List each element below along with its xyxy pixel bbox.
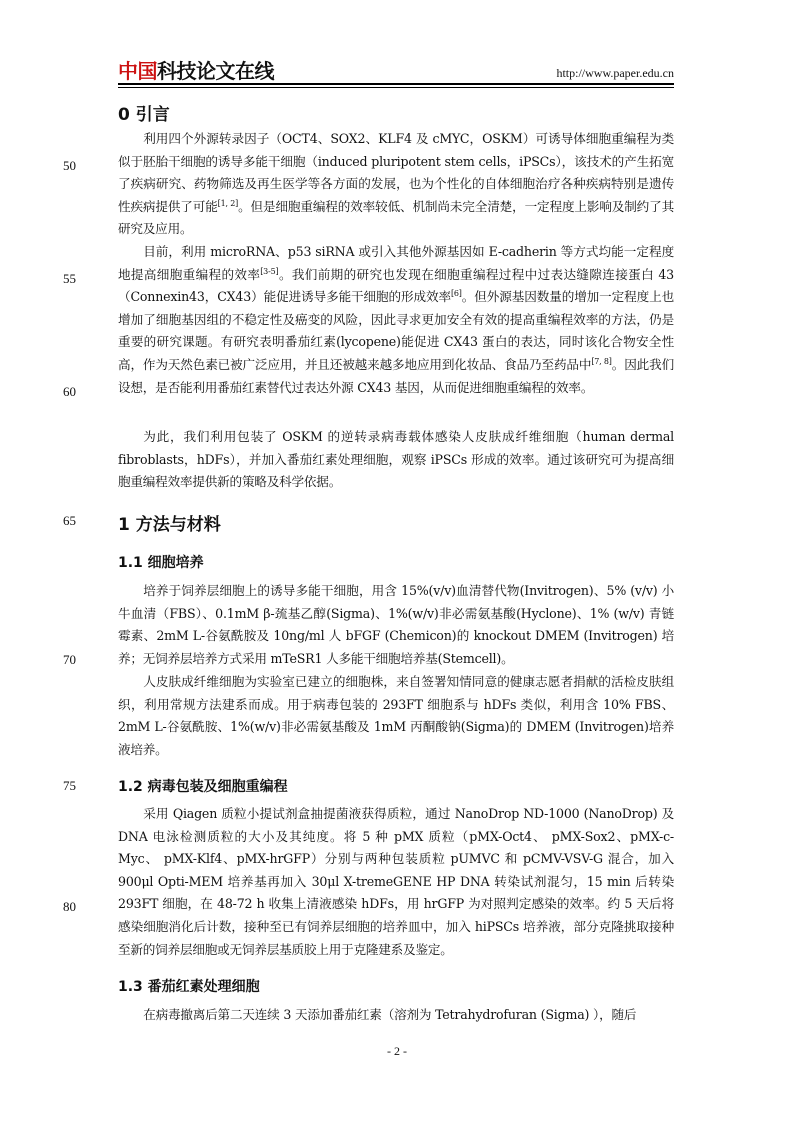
- logo-red-text: 中国: [118, 59, 157, 83]
- header-url: http://www.paper.edu.cn: [556, 66, 674, 80]
- virus-packaging-paragraph: 采用 Qiagen 质粒小提试剂盒抽提菌液获得质粒，通过 NanoDrop ND-1000 (NanoDrop) 及 DNA 电泳检测质粒的大小及其纯度。将 5 种 pMX 质粒（pMX-Oct4、 pMX-Sox2、pMX-c-Myc、 pMX-Klf4、pMX-hrGFP）分别与两种包装质粒 pUMVC 和 pCMV-VSV-G 混合，加入 900μl Opti-MEM 培养基再加入 30μl X-tremeGENE HP DNA 转染试剂混匀，15 min 后转染 293FT 细胞，在 48-72 h 收集上清液感染 hDFs，用 hrGFP 为对照判定感染的效率。约 5 天后将感染细胞消化后计数，接种至已有饲养层细胞的培养皿中，加入 hiPSCs 培养液，部分克隆挑取接种至新的饲养层细胞或无饲养层基质胶上用于克隆建系及鉴定。: [118, 806, 674, 957]
- logo-black-text: 科技论文在线: [157, 59, 274, 83]
- page-header: [118, 60, 674, 84]
- citation: [3-5]: [260, 266, 279, 276]
- section-0-title: 0 引言: [118, 105, 170, 125]
- text-run: 目前，利用 microRNA、p53 siRNA 或引入其他外源基因如 E-cadherin 等方式均能一定程度地提高细胞重编程的效率: [118, 244, 674, 282]
- subsection-1-3-title: 1.3 番茄红素处理细胞: [118, 979, 260, 995]
- text-run: 利用四个外源转录因子（OCT4、SOX2、KLF4 及 cMYC，OSKM）可诱导体细胞重编程为类似于胚胎干细胞的诱导多能干细胞（induced pluripotent stem cells，iPSCs），该技术的产生拓宽了疾病研究、药物筛选及再生医学等各方面的发展，也为个性化的自体细胞治疗各种疾病特别是遗传性疾病提供了可能: [118, 131, 674, 214]
- text-run: 。但是细胞重编程的效率较低、机制尚未完全清楚，一定程度上影响及制约了其研究及应用。: [118, 198, 674, 237]
- cell-culture-paragraph-1: 培养于饲养层细胞上的诱导多能干细胞，用含 15%(v/v)血清替代物(Invitrogen)、5% (v/v) 小牛血清（FBS）、0.1mM β-巯基乙醇(Sigma)、1%(w/v)非必需氨基酸(Hyclone)、1% (w/v) 青链霉素、2mM L-谷氨酰胺及 10ng/ml 人 bFGF (Chemicon)的 knockout DMEM (Invitrogen) 培养；无饲养层培养方式采用 mTeSR1 人多能干细胞培养基(Stemcell)。: [118, 583, 674, 666]
- header-rule-thin: [118, 87, 674, 88]
- text-run: 。我们前期的研究也发现在细胞重编程过程中过表达缝隙连接蛋白 43（Connexin43，CX43）能促进诱导多能干细胞的形成效率: [118, 266, 674, 305]
- citation: [6]: [450, 289, 462, 298]
- subsection-1-1-title: 1.1 细胞培养: [118, 555, 204, 571]
- text-run: 。但外源基因数量的增加一定程度上也增加了细胞基因组的不稳定性及癌变的风险，因此寻求更加安全有效的提高重编程效率的方法，仍是重要的研究课题。有研究表明番茄红素(lycopene)能促进 CX43 蛋白的表达，同时该化合物安全性高，作为天然色素已被广泛应用，并且还被越来越多地应用到化妆品、食品乃至药品中: [118, 289, 674, 372]
- intro-paragraph-2: [118, 241, 674, 399]
- section-1-title: 1 方法与材料: [118, 515, 221, 535]
- lycopene-treatment-paragraph: 在病毒撤离后第二天连续 3 天添加番茄红素（溶剂为 Tetrahydrofuran (Sigma) ），随后: [143, 1007, 637, 1022]
- logo: [118, 60, 274, 82]
- line-number: 65: [63, 513, 76, 528]
- text-run: 。因此我们设想，是否能利用番茄红素替代过表达外源 CX43 基因，从而促进细胞重编程的效率。: [118, 356, 674, 395]
- line-number: 75: [63, 778, 76, 793]
- line-number: 70: [63, 652, 76, 667]
- cell-culture-paragraph-2: 人皮肤成纤维细胞为实验室已建立的细胞株，来自签署知情同意的健康志愿者捐献的活检皮肤组织，利用常规方法建系而成。用于病毒包装的 293FT 细胞系与 hDFs 类似，利用含 10% FBS、2mM L-谷氨酰胺、1%(w/v)非必需氨基酸及 1mM 丙酮酸钠(Sigma)的 DMEM (Invitrogen)培养液培养。: [118, 674, 674, 757]
- line-number: 50: [63, 158, 76, 173]
- line-number: 55: [63, 271, 76, 286]
- page-number: - 2 -: [387, 1044, 407, 1058]
- citation: [1, 2]: [217, 198, 239, 208]
- intro-paragraph-1: [118, 128, 674, 241]
- header-rule-thick: [118, 83, 674, 85]
- subsection-1-2-title: 1.2 病毒包装及细胞重编程: [118, 779, 288, 795]
- line-number: 80: [63, 899, 76, 914]
- intro-paragraph-3: 为此，我们利用包装了 OSKM 的逆转录病毒载体感染人皮肤成纤维细胞（human dermal fibroblasts，hDFs），并加入番茄红素处理细胞，观察 iPSCs 形成的效率。通过该研究可为提高细胞重编程效率提供新的策略及科学依据。: [118, 429, 674, 490]
- line-number: 60: [63, 384, 76, 399]
- citation: [7, 8]: [591, 356, 612, 366]
